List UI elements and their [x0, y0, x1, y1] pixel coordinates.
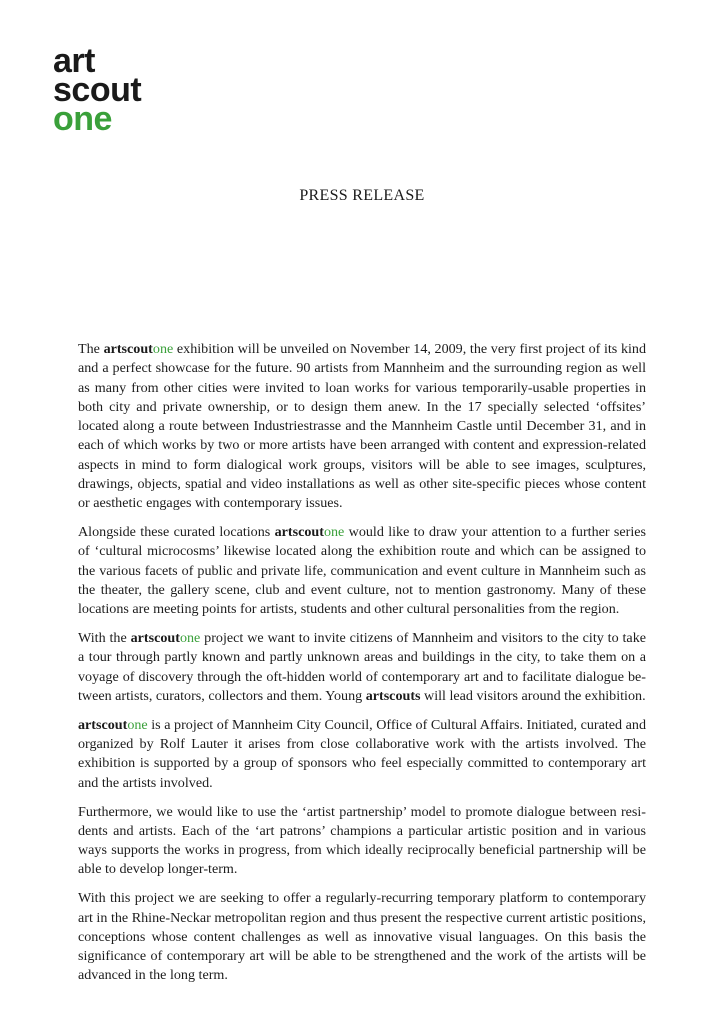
- press-release-body: [78, 340, 646, 995]
- paragraph-text: The: [78, 341, 104, 357]
- brand-name: [104, 341, 174, 357]
- brand-name-bold: artscout: [130, 630, 180, 647]
- artscouts-term: artscouts: [365, 688, 421, 705]
- brand-name-accent: one: [152, 341, 174, 357]
- paragraph-4: [78, 716, 646, 793]
- logo-line-scout: scout: [53, 71, 142, 109]
- artscoutone-logo: [53, 42, 142, 138]
- page-title: PRESS RELEASE: [299, 187, 425, 204]
- brand-name-accent: one: [323, 524, 345, 541]
- paragraph-2: [78, 523, 646, 619]
- paragraph-text: With the: [78, 630, 131, 647]
- paragraph-6: With this project we are seeking to offer a regularly-recurring temporary platform to contemporary art in the Rhine-Neckar metropolitan region and thus present the respective current artistic positions, conceptions whose content challenges as well as innovative visual languages. On this basis the significance of contemporary art will be able to be strengthened and the work of the artists will be advanced in the long term.: [78, 890, 646, 984]
- brand-name-bold: artscout: [78, 716, 128, 733]
- paragraph-text: Alongside these curated locations: [78, 524, 275, 541]
- brand-name-bold: artscout: [103, 341, 153, 357]
- paragraph-text: project we want to invite citizens of Mannheim and visitors to the city to take a tour through partly known and partly unknown areas and buildings in the city, to take them on a voyage of discovery through the oft-hidden world of contemporary art and to facilitate dialogue between artists, curators, collectors and them. Young: [78, 630, 646, 705]
- paragraph-text: would like to draw your attention to a further series of ‘cultural microcosms’ likewise located along the exhibition route and which can be assigned to the various facets of public and private life, communication and event culture in Mannheim such as the theater, the gallery scene, club and event culture, not to mention gastronomy. Many of these locations are meeting points for artists, students and other cultural personalities from the region.: [78, 524, 646, 618]
- paragraph-text: exhibition will be unveiled on November 14, 2009, the very first project of its kind and a perfect showcase for the future. 90 artists from Mannheim and the surrounding region as well as many from other cities were invited to loan works for various temporarily-usable properties in both city and private ownership, or to design them anew. In the 17 specially selected ‘offsites’ located along a route between Industriestrasse and the Mannheim Castle until December 31, and in each of which works by two or more artists have been arranged with content and expression-related aspects in mind to form dialogical work groups, visitors will be able to see images, sculptures, drawings, objects, spatial and video installations as well as other site-specific pieces whose content or aesthetic engages with contemporary issues.: [78, 341, 646, 512]
- paragraph-text: will lead visitors around the exhibition.: [420, 688, 646, 705]
- brand-name: [131, 630, 201, 646]
- logo-line-art: art: [53, 42, 95, 80]
- brand-name-accent: one: [179, 630, 201, 647]
- brand-name-accent: one: [127, 716, 148, 733]
- brand-name: [275, 524, 345, 540]
- brand-name: [78, 717, 148, 733]
- logo-line-one: one: [53, 100, 112, 138]
- paragraph-1: [78, 340, 646, 514]
- brand-name-bold: artscout: [274, 524, 324, 541]
- paragraph-text: is a project of Mannheim City Council, Office of Cultural Affairs. Initiated, curated and organized by Rolf Lauter it arises from close collaborative work with the artists involved. The exhibition is supported by a group of sponsors who feel especially committed to contemporary art and the artists involved.: [78, 716, 646, 791]
- paragraph-3: [78, 629, 646, 706]
- paragraph-5: Furthermore, we would like to use the ‘artist partnership’ model to promote dialogue between residents and artists. Each of the ‘art patrons’ champions a particular artistic position and in various ways supports the works in progress, from which ideally reciprocally beneficial partnership will be able to develop longer-term.: [78, 803, 646, 878]
